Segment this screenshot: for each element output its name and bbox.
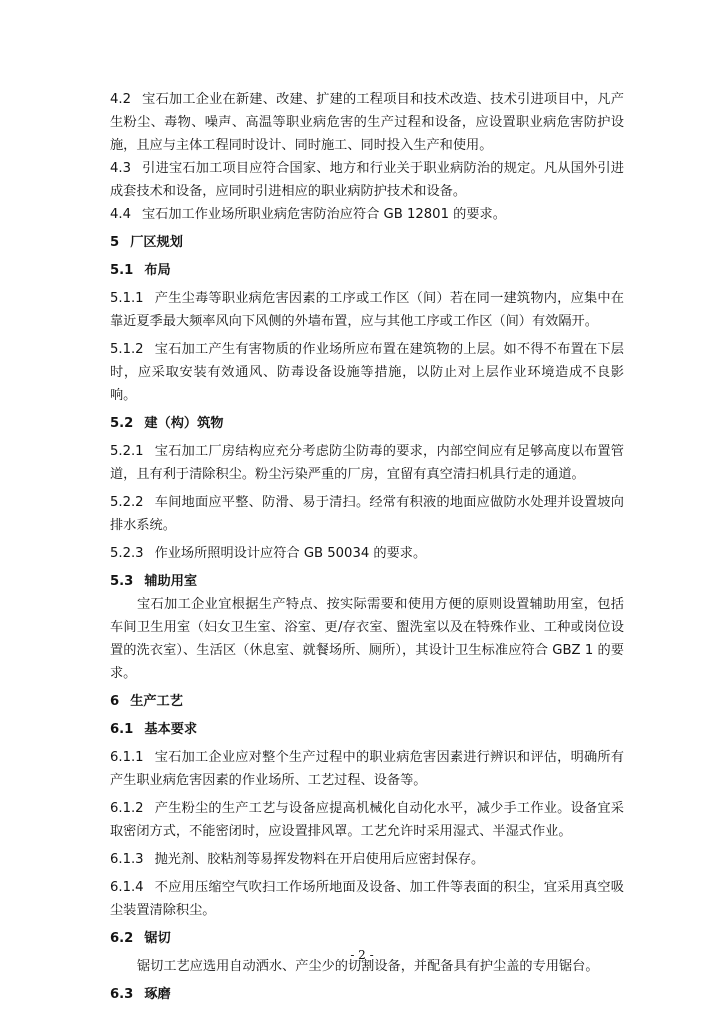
section-heading-6 — [110, 690, 624, 713]
clause-text: 车间地面应平整、防滑、易于清扫。经常有积液的地面应做防水处理并设置坡向排水系统。 — [110, 495, 624, 533]
clause-number: 4.2 — [110, 92, 131, 107]
clause-number: 5.2.2 — [110, 495, 144, 510]
subsection-heading-6-3 — [110, 983, 624, 1006]
clause-number: 6.1.2 — [110, 801, 144, 816]
section-number: 6 — [110, 694, 120, 709]
clause-text: 宝石加工厂房结构应充分考虑防尘防毒的要求，内部空间应有足够高度以布置管道，且有利于清除积尘。粉尘污染严重的厂房，宜留有真空清扫机具行走的通道。 — [110, 444, 624, 482]
page-number: - 2 - — [350, 948, 374, 962]
clause-number: 5.2.3 — [110, 546, 144, 561]
clause-6-1-2 — [110, 797, 624, 843]
section-title: 基本要求 — [144, 722, 198, 737]
clause-text: 产生尘毒等职业病危害因素的工序或工作区（间）若在同一建筑物内，应集中在靠近夏季最大频率风向下风侧的外墙布置，应与其他工序或工作区（间）有效隔开。 — [110, 291, 624, 329]
subsection-heading-5-2 — [110, 412, 624, 435]
clause-number: 5.1.2 — [110, 342, 144, 357]
clause-text: 宝石加工企业应对整个生产过程中的职业病危害因素进行辨识和评估，明确所有产生职业病危害因素的作业场所、工艺过程、设备等。 — [110, 750, 624, 788]
section-number: 5.3 — [110, 574, 134, 589]
subsection-heading-5-1 — [110, 259, 624, 282]
section-title: 生产工艺 — [130, 694, 183, 709]
clause-number: 4.4 — [110, 207, 131, 222]
clause-number: 6.1.4 — [110, 880, 144, 895]
section-number: 5.2 — [110, 416, 134, 431]
clause-text: 宝石加工企业在新建、改建、扩建的工程项目和技术改造、技术引进项目中，凡产生粉尘、毒物、噪声、高温等职业病危害的生产过程和设备，应设置职业病危害防护设施，且应与主体工程同时设计、同时施工、同时投入生产和使用。 — [110, 92, 624, 153]
clause-text: 产生粉尘的生产工艺与设备应提高机械化自动化水平，减少手工作业。设备宜采取密闭方式，不能密闭时，应设置排风罩。工艺允许时采用湿式、半湿式作业。 — [110, 801, 624, 839]
section-title: 锯切 — [144, 931, 171, 946]
clause-4-3 — [110, 157, 624, 203]
clause-number: 6.1.3 — [110, 852, 144, 867]
clause-text: 不应用压缩空气吹扫工作场所地面及设备、加工件等表面的积尘，宜采用真空吸尘装置清除积尘。 — [110, 880, 624, 918]
section-title: 布局 — [144, 263, 171, 278]
clause-4-2 — [110, 88, 624, 157]
section-title: 辅助用室 — [144, 574, 198, 589]
clause-4-4 — [110, 203, 624, 226]
clause-text: 宝石加工作业场所职业病危害防治应符合 GB 12801 的要求。 — [141, 207, 506, 222]
clause-text: 作业场所照明设计应符合 GB 50034 的要求。 — [154, 546, 427, 561]
clause-number: 4.3 — [110, 161, 131, 176]
clause-6-1-3 — [110, 848, 624, 871]
subsection-heading-6-1 — [110, 718, 624, 741]
section-number: 6.2 — [110, 931, 134, 946]
section-number: 5 — [110, 235, 120, 250]
clause-5-1-2 — [110, 338, 624, 407]
clause-5-1-1 — [110, 287, 624, 333]
section-title: 厂区规划 — [130, 235, 183, 250]
subsection-heading-5-3 — [110, 570, 624, 593]
paragraph-auxiliary-rooms — [110, 593, 624, 685]
section-heading-5 — [110, 231, 624, 254]
clause-text: 引进宝石加工项目应符合国家、地方和行业关于职业病防治的规定。凡从国外引进成套技术和设备，应同时引进相应的职业病防护技术和设备。 — [110, 161, 624, 199]
section-title: 琢磨 — [144, 987, 171, 1002]
clause-number: 5.1.1 — [110, 291, 144, 306]
section-number: 6.1 — [110, 722, 134, 737]
paragraph-text: 锯切工艺应选用自动洒水、产尘少的切割设备，并配备具有护尘盖的专用锯台。 — [137, 959, 599, 974]
clause-5-2-2 — [110, 491, 624, 537]
paragraph-text: 宝石加工企业宜根据生产特点、按实际需要和使用方便的原则设置辅助用室，包括车间卫生用室（妇女卫生室、浴室、更/存衣室、盥洗室以及在特殊作业、工种或岗位设置的洗衣室）、生活区（休息室、就餐场所、厕所），其设计卫生标准应符合 GBZ 1 的要求。 — [110, 597, 624, 681]
section-number: 5.1 — [110, 263, 134, 278]
clause-5-2-1 — [110, 440, 624, 486]
clause-number: 5.2.1 — [110, 444, 144, 459]
clause-number: 6.1.1 — [110, 750, 144, 765]
clause-text: 宝石加工产生有害物质的作业场所应布置在建筑物的上层。如不得不布置在下层时，应采取安装有效通风、防毒设备设施等措施，以防止对上层作业环境造成不良影响。 — [110, 342, 624, 403]
clause-6-1-4 — [110, 876, 624, 922]
clause-5-2-3 — [110, 542, 624, 565]
section-number: 6.3 — [110, 987, 134, 1002]
clause-6-1-1 — [110, 746, 624, 792]
section-title: 建（构）筑物 — [144, 416, 224, 431]
clause-text: 抛光剂、胶粘剂等易挥发物料在开启使用后应密封保存。 — [154, 852, 485, 867]
